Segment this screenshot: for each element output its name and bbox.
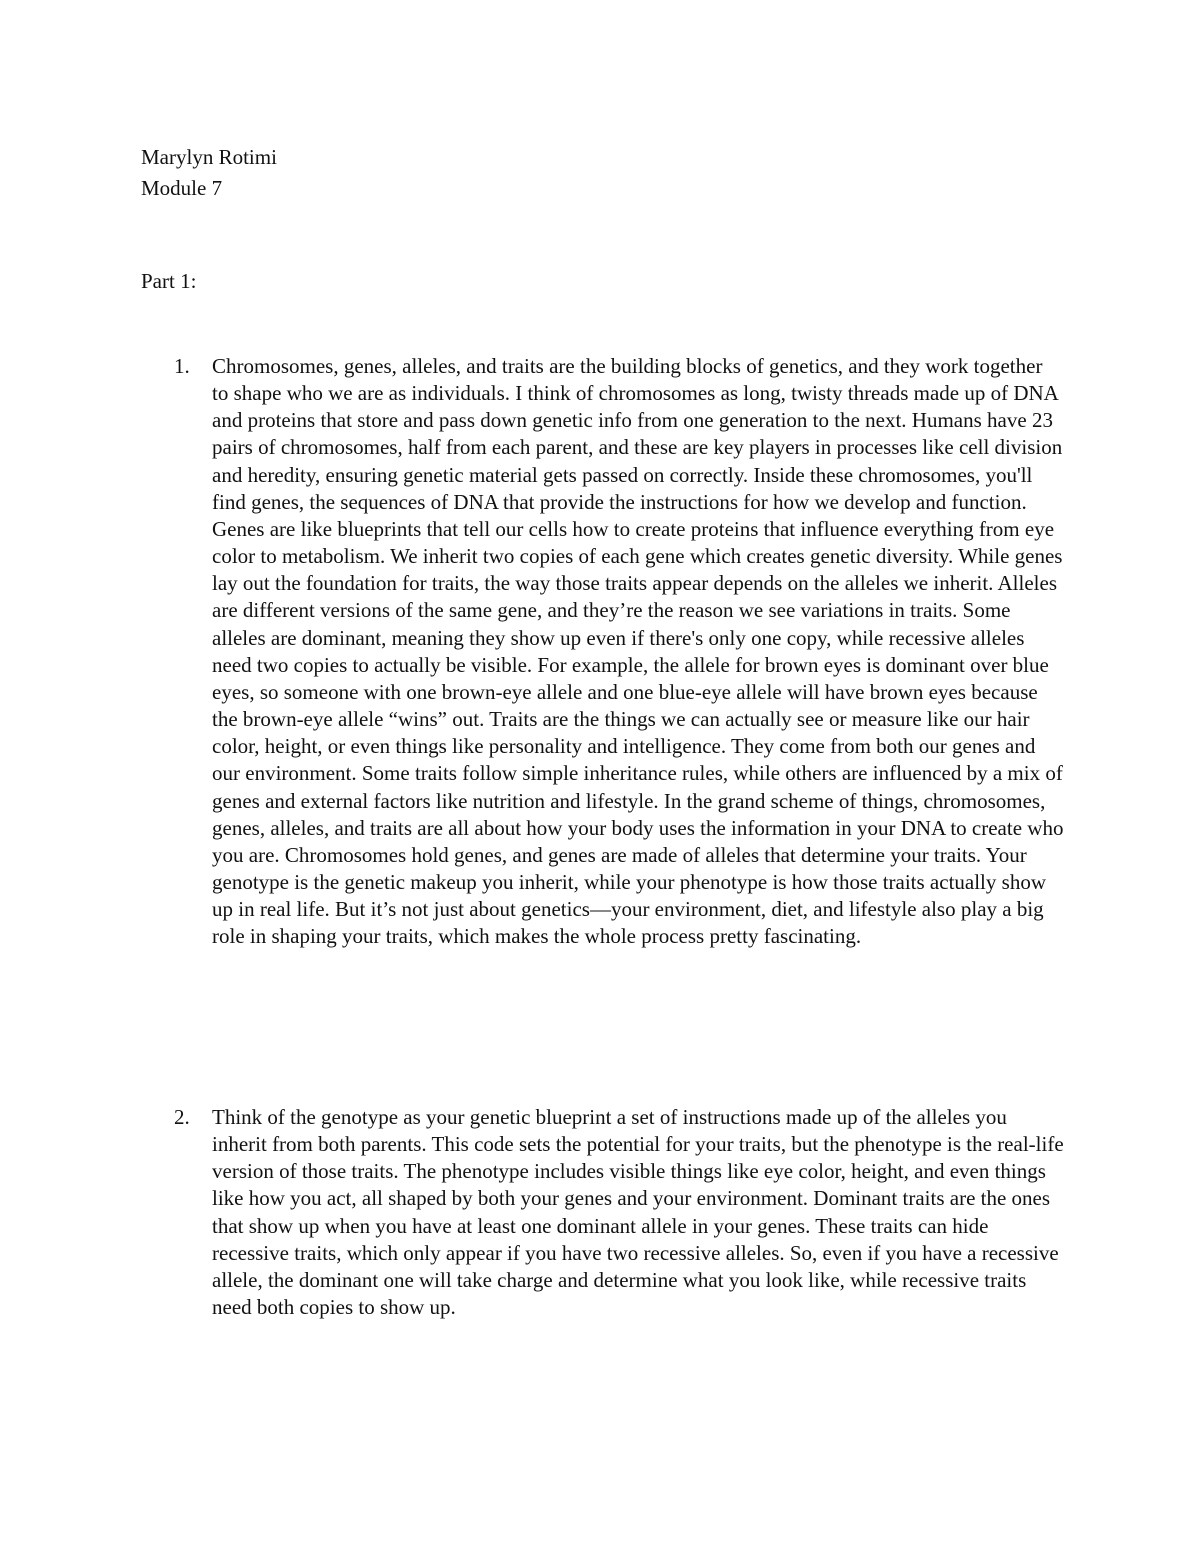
list-item-number: 1. bbox=[174, 354, 190, 378]
author-name: Marylyn Rotimi bbox=[141, 145, 277, 169]
section-title: Part 1: bbox=[141, 269, 197, 293]
list-item-text: Think of the genotype as your genetic blueprint a set of instructions made up of the alleles you inherit from both parents. This code sets the potential for your traits, but the phenotype is the real-life version of those traits. The phenotype includes visible things like eye color, height, and even things like how you act, all shaped by both your genes and your environment. Dominant traits are the ones that show up when you have at least one dominant allele in your genes. These traits can hide recessive traits, which only appear if you have two recessive alleles. So, even if you have a recessive allele, the dominant one will take charge and determine what you look like, while recessive traits need both copies to show up. bbox=[212, 1105, 1064, 1320]
module-label: Module 7 bbox=[141, 176, 223, 200]
list-item-text: Chromosomes, genes, alleles, and traits are the building blocks of genetics, and they work together to shape who we are as individuals. I think of chromosomes as long, twisty threads made up of DNA and proteins that store and pass down genetic info from one generation to the next. Humans have 23 pairs of chromosomes, half from each parent, and these are key players in processes like cell division and heredity, ensuring genetic material gets passed on correctly. Inside these chromosomes, you'll find genes, the sequences of DNA that provide the instructions for how we develop and function. Genes are like blueprints that tell our cells how to create proteins that influence everything from eye color to metabolism. We inherit two copies of each gene which creates genetic diversity. While genes lay out the foundation for traits, the way those traits appear depends on the alleles we inherit. Alleles are different versions of the same gene, and they’re the reason we see variations in traits. Some alleles are dominant, meaning they show up even if there's only one copy, while recessive alleles need two copies to actually be visible. For example, the allele for brown eyes is dominant over blue eyes, so someone with one brown-eye allele and one blue-eye allele will have brown eyes because the brown-eye allele “wins” out. Traits are the things we can actually see or measure like our hair color, height, or even things like personality and intelligence. They come from both our genes and our environment. Some traits follow simple inheritance rules, while others are influenced by a mix of genes and external factors like nutrition and lifestyle. In the grand scheme of things, chromosomes, genes, alleles, and traits are all about how your body uses the information in your DNA to create who you are. Chromosomes hold genes, and genes are made of alleles that determine your traits. Your genotype is the genetic makeup you inherit, while your phenotype is how those traits actually show up in real life. But it’s not just about genetics—your environment, diet, and lifestyle also play a big role in shaping your traits, which makes the whole process pretty fascinating. bbox=[212, 354, 1064, 949]
list-item-number: 2. bbox=[174, 1105, 190, 1129]
